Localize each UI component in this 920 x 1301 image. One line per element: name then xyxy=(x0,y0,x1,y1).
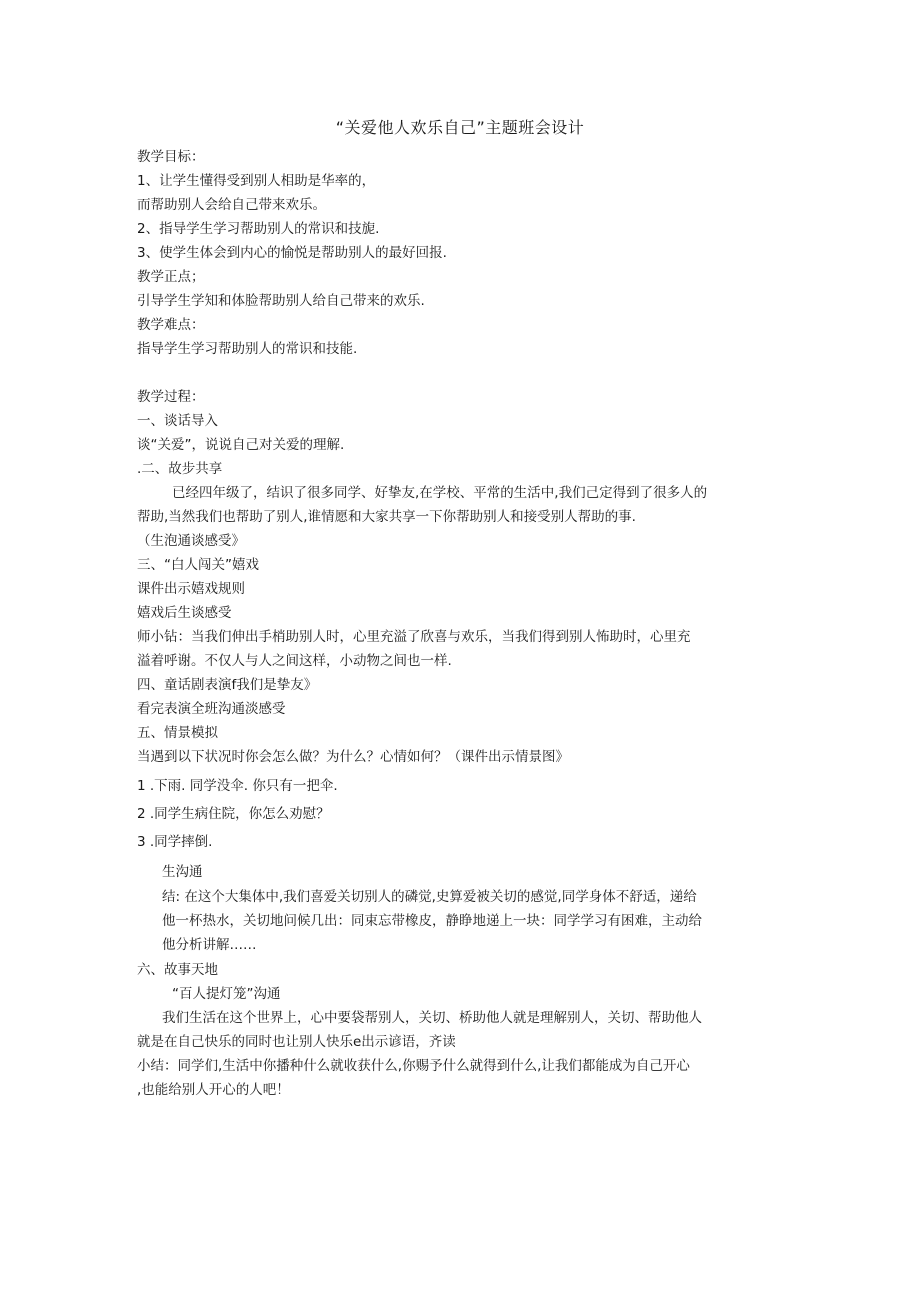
paragraph-line: “百人提灯笼”沟通 xyxy=(172,986,281,1002)
section-heading: 一、谈话导入 xyxy=(137,413,218,429)
section-heading: 四、童话剧表演f我们是挚友》 xyxy=(137,677,318,693)
paragraph-line: 师小钻：当我们伸出手梢助别人时，心里充溢了欣喜与欢乐，当我们得到别人怖助时，心里充 xyxy=(137,629,691,645)
paragraph-line: 已经四年级了，结识了很多同学、好挚友,在学校、平常的生活中,我们己定得到了很多人的 xyxy=(172,485,708,501)
objective-line: 3、使学生体会到内心的愉悦是帮助别人的最好回报. xyxy=(137,245,447,261)
paragraph-line: 小结：同学们,生活中你播种什么就收获什么,你赐予什么就得到什么,让我们都能成为自己开心 xyxy=(137,1058,690,1074)
objective-line: 2、指导学生学习帮助别人的常识和技旎. xyxy=(137,221,380,237)
paragraph-line: 溢着呼谢。不仅人与人之间这样，小动物之间也一样. xyxy=(137,653,452,669)
paragraph-line: 他分析讲解…… xyxy=(162,937,257,953)
paragraph-line: 结: 在这个大集体中,我们喜爱关切别人的磷觉,史算爱被关切的感觉,同学身体不舒适，递给 xyxy=(162,889,697,905)
section-heading-key-point: 教学正点； xyxy=(137,269,205,285)
paragraph-line: 课件出示嬉戏规则 xyxy=(137,581,245,597)
section-heading: 六、故事天地 xyxy=(137,962,218,978)
paragraph-line: 看完表演全班沟通淡感受 xyxy=(137,701,286,717)
objective-line: 1、让学生懂得受到别人相助是华率的， xyxy=(137,173,376,189)
section-heading-process: 教学过程： xyxy=(137,389,205,405)
paragraph-line: ,也能给别人开心的人吧！ xyxy=(137,1082,290,1098)
paragraph-line: 我们生活在这个世界上，心中要袋帮别人，关切、桥助他人就是理解别人，关切、帮助他人 xyxy=(162,1010,702,1026)
paragraph-line: 谈“关爱”，说说自己对关爱的理解. xyxy=(137,437,345,453)
objective-line: 而帮助别人会给自己带来欢乐。 xyxy=(137,197,326,213)
paragraph-line: 当遇到以下状况时你会怎么做？为什么？心情如何？（课件出示情景图》 xyxy=(137,749,569,765)
section-heading-difficulty: 教学难点： xyxy=(137,317,205,333)
list-item: 2 .同学生病住院，你怎么劝慰？ xyxy=(137,806,330,822)
section-heading: .二、故步共享 xyxy=(137,461,223,477)
document-title: “关爱他人欢乐自己”主题班会设计 xyxy=(335,118,585,137)
paragraph-line: 指导学生学习帮助别人的常识和技能. xyxy=(137,341,358,357)
paragraph-line: 就是在自己快乐的同时也让别人快乐e出示谚语，齐读 xyxy=(137,1034,456,1050)
paragraph-line: 引导学生学知和体脸帮助别人给自己带来的欢乐. xyxy=(137,293,425,309)
section-heading: 五、情景模拟 xyxy=(137,725,218,741)
paragraph-line: 帮助,当然我们也帮助了别人,谁情愿和大家共享一下你帮助别人和接受别人帮助的事. xyxy=(137,509,636,525)
paragraph-line: 他一杯热水，关切地问候几出：同束忘带橡皮，静睁地递上一块：同学学习有困难，主动给 xyxy=(162,913,702,929)
list-item: 3 .同学摔倒. xyxy=(137,834,213,850)
paragraph-line: 嬉戏后生谈感受 xyxy=(137,605,232,621)
section-heading: 三、“白人闯关”嬉戏 xyxy=(137,557,259,573)
paragraph-line: （生泡通谈感受》 xyxy=(137,533,245,549)
section-heading-objectives: 教学目标： xyxy=(137,149,205,165)
list-item: 1 .下雨. 同学没伞. 你只有一把伞. xyxy=(137,778,338,794)
paragraph-line: 生沟通 xyxy=(162,864,203,880)
